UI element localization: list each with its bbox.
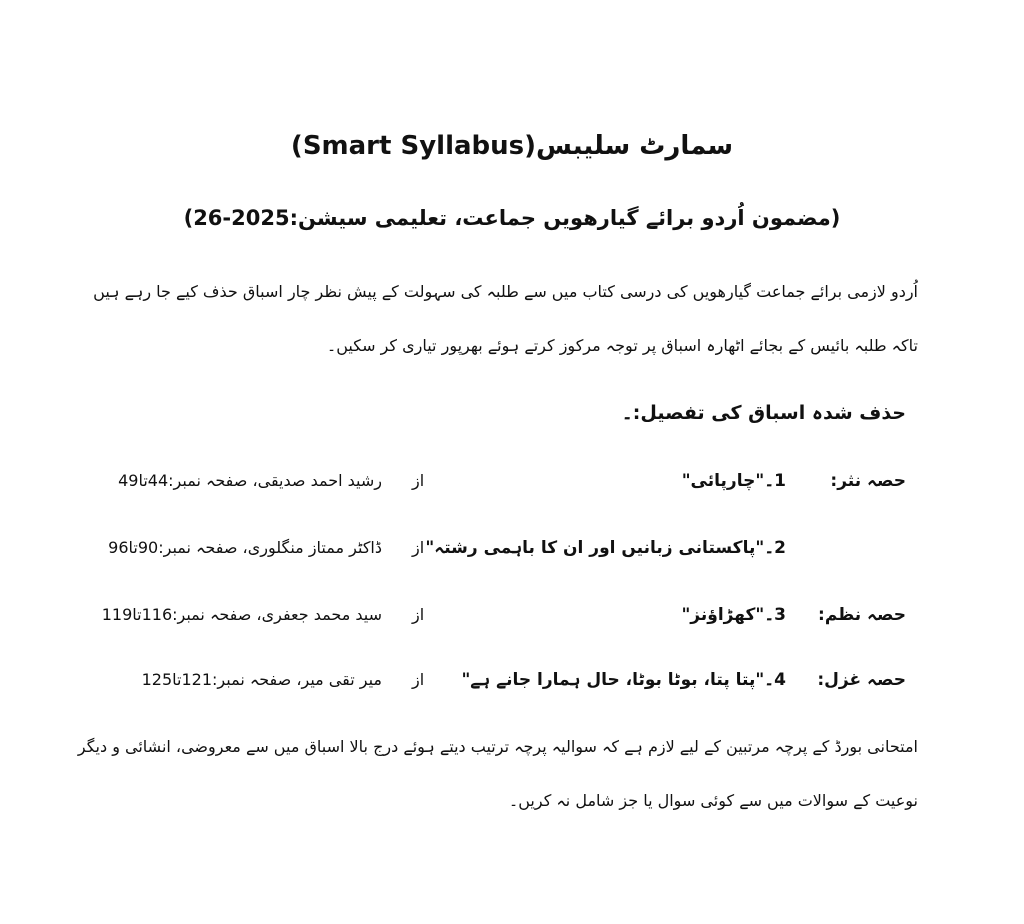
lesson-title: 4۔"پتا پتا، بوٹا بوٹا، حال ہمارا جانے ہے"	[461, 670, 786, 690]
lesson-row	[0, 665, 1024, 695]
lesson-title: 3۔"کھڑاؤنز"	[681, 605, 786, 625]
lesson-section-label: حصہ نظم:	[818, 605, 906, 625]
closing-line-2: نوعیت کے سوالات میں سے کوئی سوال یا جز شامل نہ کریں۔	[508, 791, 918, 810]
lesson-row	[0, 600, 1024, 630]
lesson-by-label: از	[412, 538, 425, 557]
lesson-by-label: از	[412, 670, 425, 689]
lesson-title: 2۔"پاکستانی زبانیں اور ان کا باہمی رشتہ"	[425, 538, 786, 558]
lesson-by-label: از	[412, 471, 425, 490]
lesson-author: میر تقی میر، صفحہ نمبر:121تا125	[141, 670, 382, 689]
closing-line-1: امتحانی بورڈ کے پرچہ مرتبین کے لیے لازم ہے کہ سوالیہ پرچہ ترتیب دیتے ہوئے درج بالا اسباق میں سے معروضی، انشائی و دیگر	[77, 737, 918, 756]
intro-line-2: تاکہ طلبہ بائیس کے بجائے اٹھارہ اسباق پر توجہ مرکوز کرتے ہوئے بھرپور تیاری کر سکیں۔	[326, 336, 918, 355]
lesson-author: سید محمد جعفری، صفحہ نمبر:116تا119	[101, 605, 382, 624]
lesson-by-label: از	[412, 605, 425, 624]
lesson-section-label: حصہ نثر:	[830, 471, 906, 491]
section-heading: حذف شدہ اسباق کی تفصیل:۔	[621, 402, 906, 424]
lesson-row	[0, 533, 1024, 563]
page-subtitle: (مضمون اُردو برائے گیارھویں جماعت، تعلیمی سیشن:2025-26)	[183, 206, 841, 230]
intro-line-1: اُردو لازمی برائے جماعت گیارھویں کی درسی کتاب میں سے طلبہ کی سہولت کے پیش نظر چار اسباق حذف کیے جا رہے ہیں	[93, 282, 918, 301]
lesson-author: رشید احمد صدیقی، صفحہ نمبر:44تا49	[118, 471, 382, 490]
lesson-row	[0, 466, 1024, 496]
lesson-section-label: حصہ غزل:	[817, 670, 906, 690]
page-title: سمارٹ سلیبس(Smart Syllabus)	[290, 131, 734, 161]
lesson-author: ڈاکٹر ممتاز منگلوری، صفحہ نمبر:90تا96	[108, 538, 382, 557]
lesson-title: 1۔"چارپائی"	[681, 471, 786, 491]
